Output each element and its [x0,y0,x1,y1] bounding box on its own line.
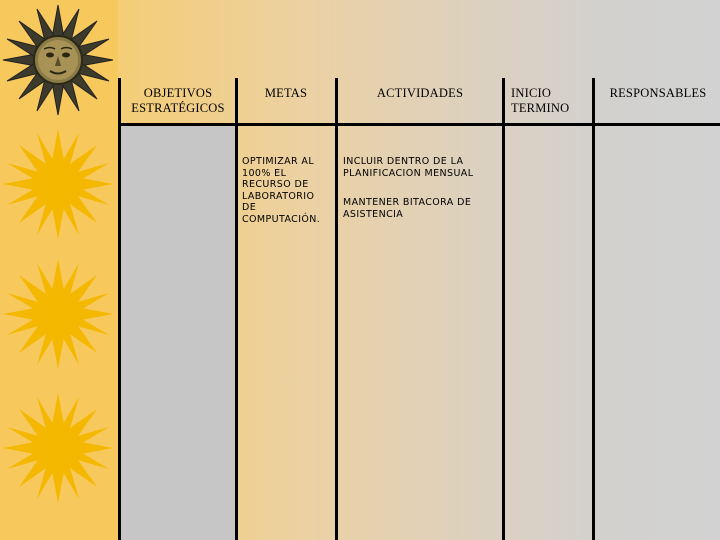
header-actividades: ACTIVIDADES [376,86,464,100]
table-divider [235,78,238,540]
header-objetivos: OBJETIVOS ESTRATÉGICOS [131,86,225,115]
planning-table [118,78,720,540]
sun-icon [2,128,114,240]
actividad-cell: INCLUIR DENTRO DE LA PLANIFICACION MENSUAL [343,156,474,179]
actividad-cell: MANTENER BITACORA DE ASISTENCIA [343,197,472,220]
sun-face-icon [2,4,114,116]
objetivos-column-body [121,126,236,540]
meta-cell: OPTIMIZAR AL 100% EL RECURSO DE LABORATORIO DE COMPUTACIÓN. [242,156,321,225]
table-divider [502,78,505,540]
header-responsables: RESPONSABLES [609,86,707,100]
table-divider [335,78,338,540]
header-metas: METAS [264,86,308,100]
table-divider [118,78,121,540]
header-inicio: INICIO [511,86,552,100]
table-divider [592,78,595,540]
header-termino: TERMINO [511,101,570,115]
header-divider [118,123,720,126]
sun-icon [2,258,114,370]
sun-icon [2,392,114,504]
